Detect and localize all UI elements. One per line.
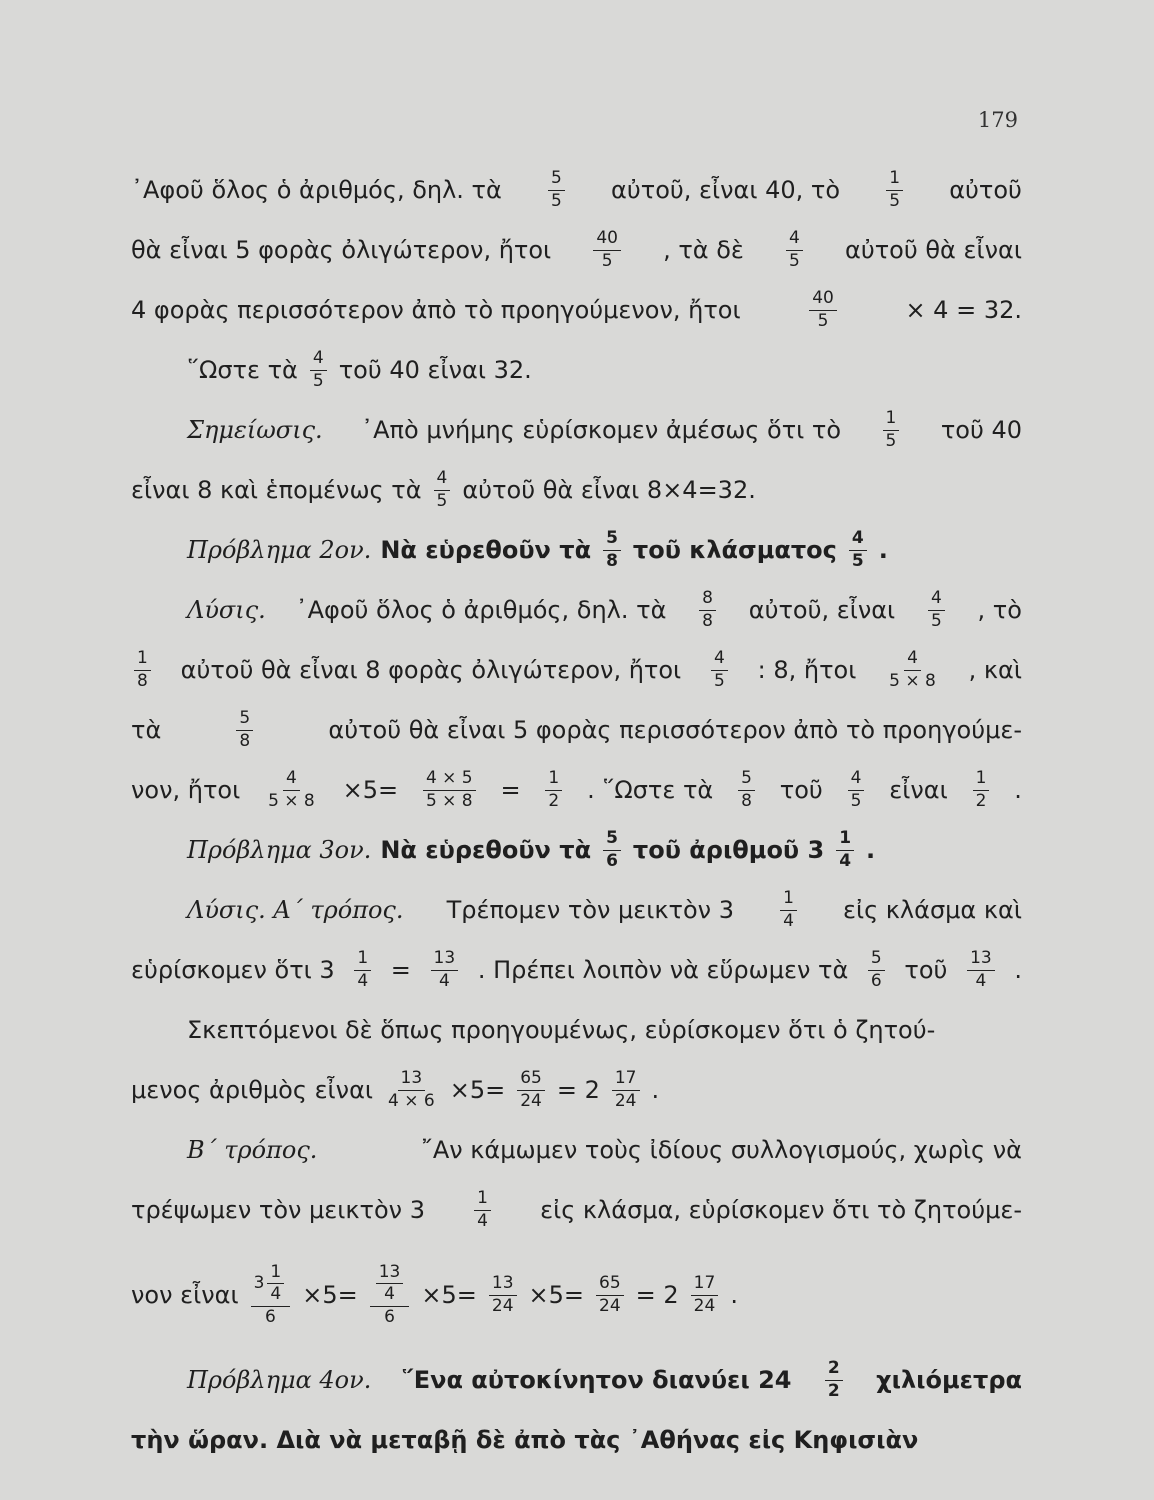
fraction bbox=[603, 529, 621, 570]
text-segment: : 8, ἤτοι bbox=[757, 656, 857, 684]
denominator: 2 bbox=[827, 1380, 840, 1401]
fraction bbox=[603, 829, 621, 870]
numerator: 4 bbox=[310, 349, 327, 370]
fraction bbox=[236, 709, 253, 750]
fraction bbox=[967, 949, 995, 990]
denominator: 5 bbox=[930, 610, 942, 631]
fraction bbox=[354, 949, 371, 990]
denominator: 2 bbox=[975, 790, 987, 811]
text-segment: . ῞Ωστε τὰ bbox=[587, 776, 714, 804]
numerator: 40 bbox=[593, 229, 621, 250]
compound-fraction bbox=[251, 1263, 291, 1327]
fraction bbox=[596, 1274, 624, 1315]
denominator: 4 bbox=[783, 910, 794, 931]
fraction bbox=[134, 649, 151, 690]
text-segment: αὐτοῦ θὰ εἶναι 8 φορὰς ὀλιγώτερον, ἤτοι bbox=[180, 656, 682, 684]
text-segment: αὐτοῦ bbox=[949, 176, 1022, 204]
text-line-12 bbox=[131, 820, 1022, 880]
text-line-9 bbox=[131, 640, 1022, 700]
denominator: 5 bbox=[312, 370, 324, 391]
text-segment: = 2 bbox=[556, 1076, 600, 1104]
text-segment: . bbox=[1014, 956, 1022, 984]
text-line-1 bbox=[131, 160, 1022, 220]
denominator: 5 bbox=[713, 670, 725, 691]
fraction bbox=[849, 529, 867, 570]
fraction bbox=[848, 769, 865, 810]
text-segment: = bbox=[500, 776, 521, 804]
text-segment: ×5= bbox=[528, 1281, 585, 1309]
denominator: 5 × 8 bbox=[889, 670, 936, 691]
page-text bbox=[131, 160, 1022, 1470]
text-line-3 bbox=[131, 280, 1022, 340]
denominator: 5 bbox=[889, 190, 901, 211]
text-segment: αὐτοῦ θὰ εἶναι 5 φορὰς περισσότερον ἀπὸ τὸ προηγούμε- bbox=[328, 716, 1022, 744]
numerator: 13 bbox=[431, 949, 459, 970]
section-heading: Λύσις. Α΄ τρόπος. bbox=[187, 896, 404, 924]
problem-statement: Νὰ εὑρεθοῦν τὰ bbox=[380, 836, 592, 864]
numerator: 4 bbox=[928, 589, 945, 610]
denominator: 4 bbox=[477, 1210, 488, 1231]
fraction bbox=[517, 1069, 545, 1110]
text-segment: θὰ εἶναι 5 φορὰς ὀλιγώτερον, ἤτοι bbox=[131, 236, 552, 264]
text-segment: = 2 bbox=[635, 1281, 679, 1309]
numerator bbox=[370, 1263, 410, 1307]
denominator: 6 bbox=[606, 850, 618, 871]
text-line-21 bbox=[131, 1410, 1022, 1470]
section-heading: Σημείωσις. bbox=[187, 416, 323, 444]
text-line-18 bbox=[131, 1180, 1022, 1240]
problem-heading: Πρόβλημα 2ον. bbox=[187, 536, 372, 564]
text-segment: = bbox=[390, 956, 411, 984]
numerator: 4 × 5 bbox=[423, 769, 476, 790]
fraction bbox=[548, 169, 565, 210]
problem-heading: Πρόβλημα 4ον. bbox=[187, 1366, 372, 1394]
whole-part: 3 bbox=[253, 1272, 265, 1293]
denominator: 6 bbox=[870, 970, 882, 991]
text-segment: αὐτοῦ θὰ εἶναι bbox=[845, 236, 1022, 264]
numerator: 65 bbox=[517, 1069, 545, 1090]
text-segment: τρέψωμεν τὸν μεικτὸν 3 bbox=[131, 1196, 425, 1224]
text-segment: τοῦ 40 bbox=[940, 416, 1022, 444]
fraction bbox=[545, 769, 562, 810]
text-segment: εἶναι 8 καὶ ἑπομένως τὰ bbox=[131, 476, 422, 504]
numerator: 4 bbox=[848, 769, 865, 790]
text-segment: ᾿Αφοῦ ὅλος ὁ ἀριθμός, δηλ. τὰ bbox=[131, 176, 502, 204]
text-line-7 bbox=[131, 520, 1022, 580]
section-heading: Λύσις. bbox=[187, 596, 266, 624]
problem-statement: τοῦ ἀριθμοῦ 3 bbox=[632, 836, 825, 864]
denominator: 24 bbox=[693, 1295, 716, 1316]
denominator: 5 × 8 bbox=[268, 790, 315, 811]
text-segment: ×5= bbox=[302, 1281, 358, 1309]
numerator: 4 bbox=[904, 649, 921, 670]
text-line-4 bbox=[131, 340, 1022, 400]
text-line-8 bbox=[131, 580, 1022, 640]
fraction bbox=[431, 949, 459, 990]
text-segment: αὐτοῦ θὰ εἶναι 8×4=32. bbox=[462, 476, 756, 504]
fraction bbox=[267, 1263, 284, 1304]
text-segment: . bbox=[651, 1076, 660, 1104]
numerator: 1 bbox=[836, 829, 854, 850]
numerator: 1 bbox=[474, 1189, 491, 1210]
numerator: 1 bbox=[545, 769, 562, 790]
text-segment: ×5= bbox=[342, 776, 399, 804]
fraction bbox=[376, 1263, 404, 1304]
page-number: 179 bbox=[977, 108, 1018, 132]
numerator: 1 bbox=[973, 769, 990, 790]
text-segment: νον, ἤτοι bbox=[131, 776, 241, 804]
fraction bbox=[489, 1274, 517, 1315]
denominator: 4 bbox=[357, 970, 369, 991]
text-segment: . Πρέπει λοιπὸν νὰ εὕρωμεν τὰ bbox=[477, 956, 849, 984]
numerator: 4 bbox=[434, 469, 451, 490]
fraction bbox=[825, 1359, 843, 1400]
denominator: 24 bbox=[614, 1090, 637, 1111]
numerator: 40 bbox=[809, 289, 837, 310]
text-segment: τοῦ bbox=[779, 776, 823, 804]
fraction bbox=[886, 649, 939, 690]
text-segment: αὐτοῦ, εἶναι 40, τὸ bbox=[611, 176, 841, 204]
text-segment: ᾿Αφοῦ ὅλος ὁ ἀριθμός, δηλ. τὰ bbox=[295, 596, 667, 624]
denominator: 2 bbox=[548, 790, 560, 811]
fraction bbox=[593, 229, 621, 270]
text-line-14 bbox=[131, 940, 1022, 1000]
text-segment: Σκεπτόμενοι δὲ ὅπως προηγουμένως, εὑρίσκομεν ὅτι ὁ ζητού- bbox=[187, 1016, 936, 1044]
numerator: 5 bbox=[868, 949, 885, 970]
fraction bbox=[886, 169, 903, 210]
text-segment: μενος ἀριθμὸς εἶναι bbox=[131, 1076, 374, 1104]
text-line-17 bbox=[131, 1120, 1022, 1180]
denominator: 5 bbox=[850, 790, 862, 811]
text-segment: . bbox=[878, 536, 888, 564]
fraction bbox=[423, 769, 476, 810]
text-segment: Τρέπομεν τὸν μεικτὸν 3 bbox=[446, 896, 734, 924]
fraction bbox=[786, 229, 803, 270]
denominator: 6 bbox=[264, 1307, 276, 1328]
denominator: 4 bbox=[975, 970, 987, 991]
fraction bbox=[973, 769, 990, 810]
numerator: 1 bbox=[886, 169, 903, 190]
denominator: 8 bbox=[741, 790, 752, 811]
numerator bbox=[251, 1263, 291, 1307]
fraction bbox=[434, 469, 451, 510]
text-segment: ×5= bbox=[449, 1076, 506, 1104]
fraction bbox=[809, 289, 837, 330]
text-line-19 bbox=[131, 1240, 1022, 1350]
denominator: 8 bbox=[137, 670, 148, 691]
text-segment: τοῦ 40 εἶναι 32. bbox=[338, 356, 532, 384]
text-line-16 bbox=[131, 1060, 1022, 1120]
text-segment: ×5= bbox=[421, 1281, 477, 1309]
problem-statement: ῞Ενα αὐτοκίνητον διανύει 24 bbox=[401, 1366, 792, 1394]
denominator: 8 bbox=[239, 730, 251, 751]
text-segment: εἰς κλάσμα, εὑρίσκομεν ὅτι τὸ ζητούμε- bbox=[540, 1196, 1022, 1224]
denominator: 24 bbox=[520, 1090, 542, 1111]
denominator: 5 bbox=[601, 250, 613, 271]
text-segment: τὰ bbox=[131, 716, 162, 744]
denominator: 4 bbox=[438, 970, 450, 991]
text-segment: εἶναι bbox=[889, 776, 948, 804]
text-segment: , καὶ bbox=[968, 656, 1022, 684]
text-segment: εἰς κλάσμα καὶ bbox=[842, 896, 1022, 924]
text-segment: 4 φορὰς περισσότερον ἀπὸ τὸ προηγούμενον, ἤτοι bbox=[131, 296, 741, 324]
text-line-13 bbox=[131, 880, 1022, 940]
text-line-20 bbox=[131, 1350, 1022, 1410]
denominator: 4 bbox=[384, 1283, 395, 1304]
fraction bbox=[836, 829, 854, 870]
text-segment: νον εἶναι bbox=[131, 1281, 239, 1309]
numerator: 1 bbox=[134, 649, 151, 670]
text-line-11 bbox=[131, 760, 1022, 820]
fraction bbox=[265, 769, 318, 810]
numerator: 17 bbox=[691, 1274, 719, 1295]
denominator: 5 bbox=[851, 550, 864, 571]
fraction bbox=[385, 1069, 438, 1110]
text-line-6 bbox=[131, 460, 1022, 520]
numerator: 4 bbox=[283, 769, 300, 790]
fraction bbox=[928, 589, 945, 630]
numerator: 5 bbox=[738, 769, 755, 790]
denominator: 4 bbox=[270, 1283, 282, 1304]
fraction bbox=[868, 949, 885, 990]
denominator: 8 bbox=[702, 610, 713, 631]
text-segment: αὐτοῦ, εἶναι bbox=[748, 596, 896, 624]
numerator: 13 bbox=[376, 1263, 404, 1284]
numerator: 5 bbox=[603, 529, 621, 550]
text-segment: . bbox=[730, 1281, 738, 1309]
numerator: 5 bbox=[548, 169, 565, 190]
text-line-5 bbox=[131, 400, 1022, 460]
denominator: 6 bbox=[384, 1307, 395, 1328]
section-heading: Β΄ τρόπος. bbox=[187, 1136, 318, 1164]
text-segment: ᾿Απὸ μνήμης εὑρίσκομεν ἀμέσως ὅτι τὸ bbox=[361, 416, 842, 444]
text-line-15 bbox=[131, 1000, 1022, 1060]
problem-statement: τοῦ κλάσματος bbox=[632, 536, 837, 564]
fraction bbox=[612, 1069, 640, 1110]
denominator: 5 × 8 bbox=[425, 790, 473, 811]
problem-statement: Νὰ εὑρεθοῦν τὰ bbox=[380, 536, 592, 564]
denominator: 8 bbox=[606, 550, 618, 571]
denominator: 5 bbox=[817, 310, 829, 331]
denominator: 4 × 6 bbox=[388, 1090, 435, 1111]
fraction bbox=[699, 589, 716, 630]
fraction bbox=[711, 649, 728, 690]
denominator: 5 bbox=[436, 490, 448, 511]
text-segment: ῞Ωστε τὰ bbox=[187, 356, 298, 384]
compound-fraction bbox=[370, 1263, 410, 1327]
denominator: 4 bbox=[839, 850, 852, 871]
fraction bbox=[780, 889, 797, 930]
numerator: 17 bbox=[612, 1069, 640, 1090]
fraction bbox=[691, 1274, 719, 1315]
denominator: 24 bbox=[599, 1295, 621, 1316]
numerator: 1 bbox=[780, 889, 797, 910]
problem-statement: χιλιόμετρα bbox=[876, 1366, 1022, 1394]
text-segment: ῎Αν κάμωμεν τοὺς ἰδίους συλλογισμούς, χωρὶς νὰ bbox=[420, 1136, 1022, 1164]
fraction bbox=[474, 1189, 491, 1230]
denominator: 5 bbox=[789, 250, 800, 271]
numerator: 1 bbox=[354, 949, 371, 970]
denominator: 5 bbox=[885, 430, 897, 451]
text-segment: . bbox=[866, 836, 876, 864]
problem-heading: Πρόβλημα 3ον. bbox=[187, 836, 372, 864]
fraction bbox=[738, 769, 755, 810]
fraction bbox=[310, 349, 327, 390]
text-segment: × 4 = 32. bbox=[905, 296, 1022, 324]
numerator: 8 bbox=[699, 589, 716, 610]
numerator: 1 bbox=[883, 409, 900, 430]
text-segment: , τὰ δὲ bbox=[663, 236, 744, 264]
fraction bbox=[883, 409, 900, 450]
numerator: 65 bbox=[596, 1274, 624, 1295]
text-line-2 bbox=[131, 220, 1022, 280]
numerator: 13 bbox=[967, 949, 995, 970]
numerator: 2 bbox=[825, 1359, 843, 1380]
numerator: 4 bbox=[849, 529, 867, 550]
numerator: 4 bbox=[711, 649, 728, 670]
denominator: 24 bbox=[491, 1295, 514, 1316]
numerator: 1 bbox=[267, 1263, 284, 1284]
text-segment: τοῦ bbox=[904, 956, 948, 984]
text-segment: . bbox=[1014, 776, 1022, 804]
text-segment: εὑρίσκομεν ὅτι 3 bbox=[131, 956, 335, 984]
numerator: 13 bbox=[398, 1069, 426, 1090]
numerator: 13 bbox=[489, 1274, 517, 1295]
denominator: 5 bbox=[551, 190, 562, 211]
numerator: 4 bbox=[786, 229, 803, 250]
problem-statement: τὴν ὥραν. Διὰ νὰ μεταβῇ δὲ ἀπὸ τὰς ᾿Αθήνας εἰς Κηφισιὰν bbox=[131, 1426, 919, 1454]
numerator: 5 bbox=[236, 709, 253, 730]
text-line-10 bbox=[131, 700, 1022, 760]
numerator: 5 bbox=[603, 829, 621, 850]
text-segment: , τὸ bbox=[977, 596, 1022, 624]
